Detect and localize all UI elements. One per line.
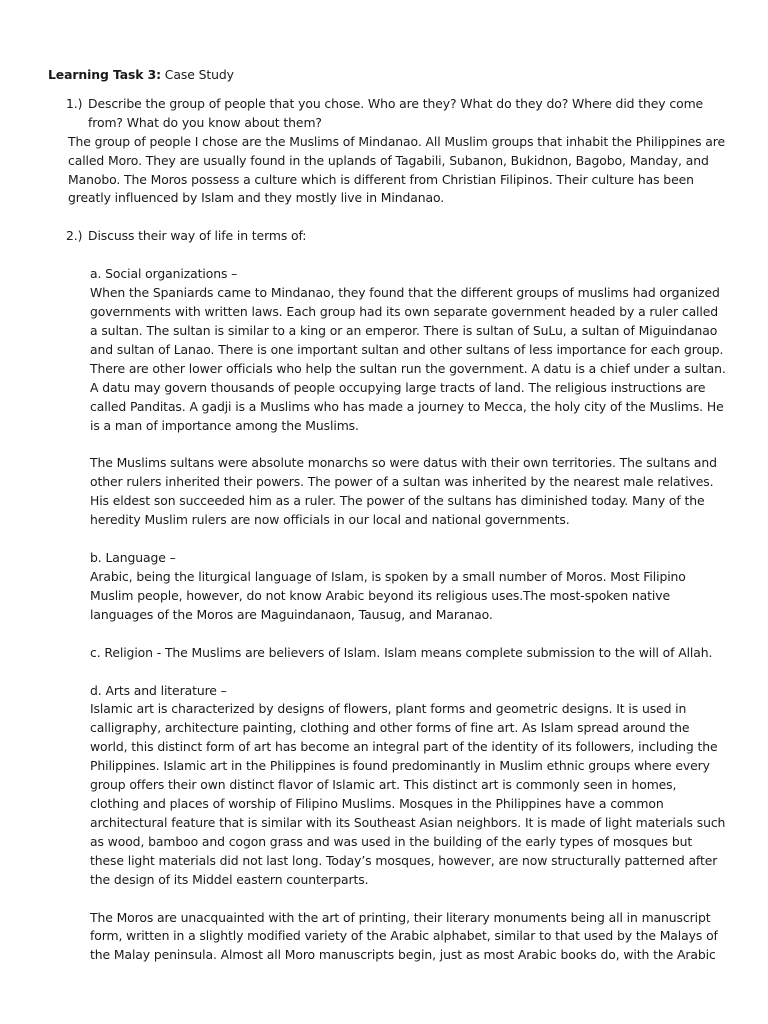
title-text: Case Study xyxy=(160,67,234,82)
answer-1: The group of people I chose are the Muslims of Mindanao. All Muslim groups that inhabit the Philippines are called Moro. They are usually found in the uplands of Tagabili, Subanon, Bukidnon, Bagobo, Manday, and Manobo. The Moros possess a culture which is different from Christian Filipinos. Their culture has been greatly influenced by Islam and they mostly live in Mindanao. xyxy=(68,133,726,206)
question-2-text: Discuss their way of life in terms of: xyxy=(88,228,307,244)
social-organizations-paragraph-1: When the Spaniards came to Mindanao, they found that the different groups of muslims had organized governments with written laws. Each group had its own separate government headed by a ruler called a sultan. The sultan is similar to a king or an emperor. There is sultan of SuLu, a sultan of Miguindanao and sultan of Lanao. There is one important sultan and other sultans of less importance for each group. There are other lower officials who help the sultan run the government. A datu is a chief under a sultan. A datu may govern thousands of people occupying large tracts of land. The religious instructions are called Panditas. A gadji is a Muslims who has made a journey to Mecca, the holy city of the Muslims. He is a man of importance among the Muslims. xyxy=(90,285,726,433)
question-1-number: 1.) xyxy=(66,95,83,111)
title-label: Learning Task 3: xyxy=(48,67,161,82)
language-heading: b. Language – xyxy=(90,550,176,566)
section-language xyxy=(90,549,728,625)
social-organizations-paragraph-2: The Muslims sultans were absolute monarchs so were datus with their own territories. The sultans and other rulers inherited their powers. The power of a sultan was inherited by the nearest male relatives. His eldest son succeeded him as a ruler. The power of the sultans has diminished today. Many of the heredity Muslim rulers are now officials in our local and national governments. xyxy=(90,455,717,528)
page-title xyxy=(48,66,728,85)
section-arts-literature xyxy=(90,682,728,966)
section-social-organizations xyxy=(90,265,728,530)
question-1-text: Describe the group of people that you chose. Who are they? What do they do? Where did they come from? What do you know about them? xyxy=(88,95,704,130)
section-religion xyxy=(90,644,728,663)
document-page xyxy=(48,66,728,965)
social-organizations-heading: a. Social organizations – xyxy=(90,266,238,282)
religion-text: c. Religion - The Muslims are believers of Islam. Islam means complete submission to the will of Allah. xyxy=(90,644,713,660)
arts-literature-paragraph-2: The Moros are unacquainted with the art of printing, their literary monuments being all in manuscript form, written in a slightly modified variety of the Arabic alphabet, similar to that used by the Malays of the Malay peninsula. Almost all Moro manuscripts begin, just as most Arabic books do, with the Arabic xyxy=(90,909,718,963)
arts-literature-heading: d. Arts and literature – xyxy=(90,682,227,698)
language-paragraph: Arabic, being the liturgical language of Islam, is spoken by a small number of Moros. Most Filipino Muslim people, however, do not know Arabic beyond its religious uses.The most-spoken native languages of the Moros are Maguindanaon, Tausug, and Maranao. xyxy=(90,568,686,622)
arts-literature-paragraph-1: Islamic art is characterized by designs of flowers, plant forms and geometric designs. It is used in calligraphy, architecture painting, clothing and other forms of fine art. As Islam spread around the world, this distinct form of art has become an integral part of the identity of its followers, including the Philippines. Islamic art in the Philippines is found predominantly in Muslim ethnic groups where every group offers their own distinct flavor of Islamic art. This distinct art is commonly seen in homes, clothing and places of worship of Filipino Muslims. Mosques in the Philippines have a common architectural feature that is similar with its Southeast Asian neighbors. It is made of light materials such as wood, bamboo and cogon grass and was used in the building of the early types of mosques but these light materials did not last long. Today’s mosques, however, are now structurally patterned after the design of its Middel eastern counterparts. xyxy=(90,701,726,887)
question-2-number: 2.) xyxy=(66,228,83,244)
question-2 xyxy=(48,227,728,246)
question-1 xyxy=(48,95,728,133)
